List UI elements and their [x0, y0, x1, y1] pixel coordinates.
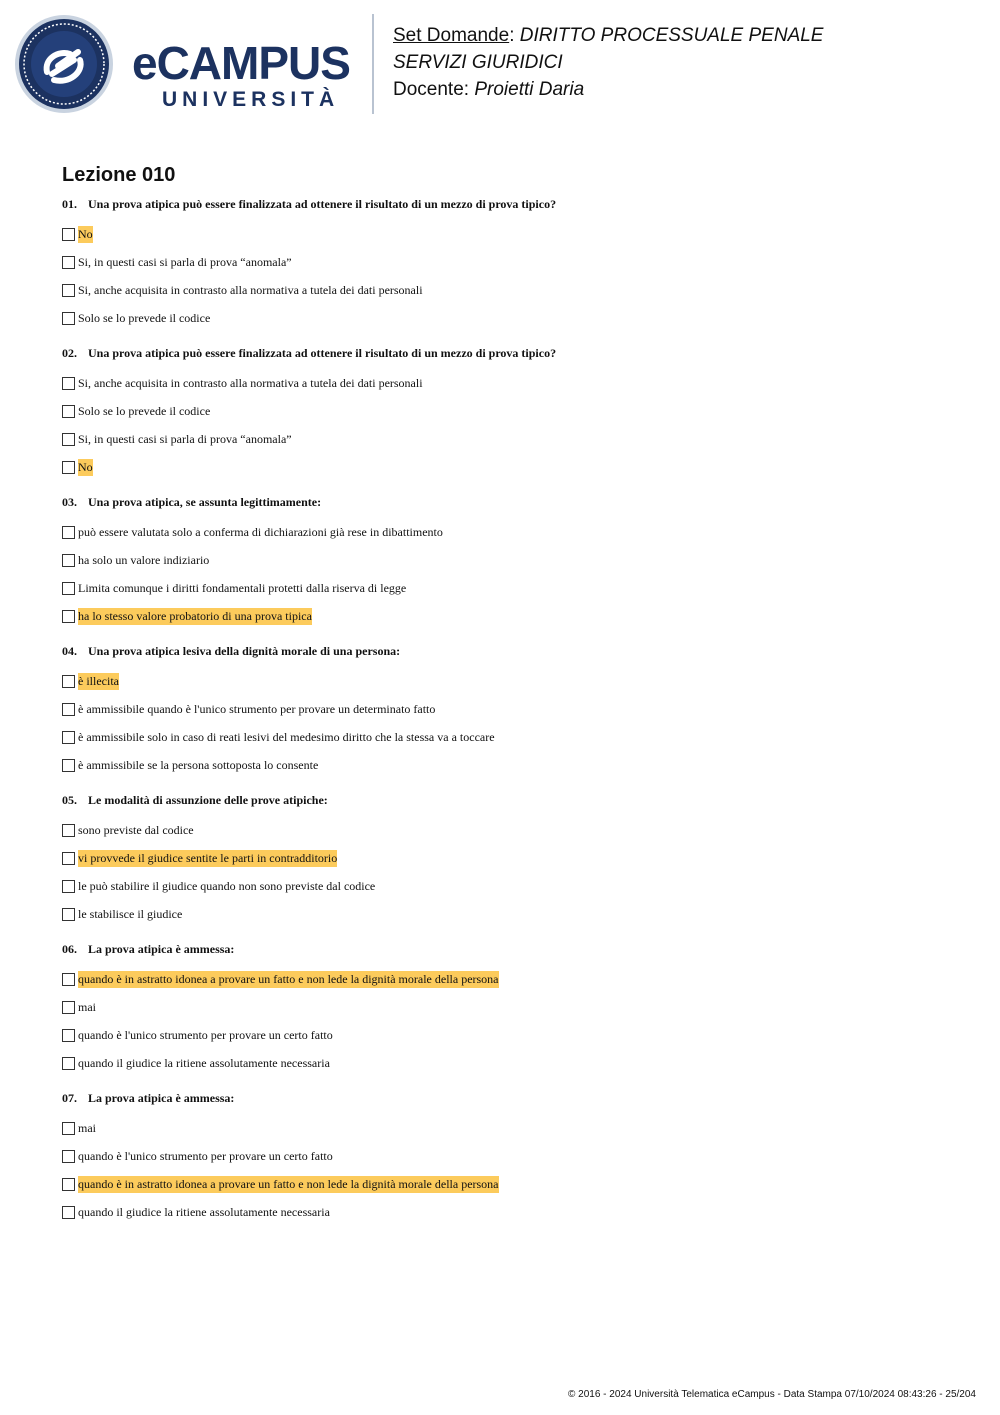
answer-label: mai — [78, 1120, 96, 1135]
question-text — [62, 941, 942, 957]
answer-option[interactable] — [62, 574, 942, 602]
answer-option[interactable] — [62, 1142, 942, 1170]
question-label: Una prova atipica lesiva della dignità morale di una persona: — [88, 644, 401, 658]
answer-option[interactable] — [62, 751, 942, 779]
answer-label: quando il giudice la ritiene assolutamente necessaria — [78, 1204, 330, 1219]
question-text — [62, 1090, 942, 1106]
question-label: Una prova atipica, se assunta legittimamente: — [88, 495, 322, 509]
answer-checkbox[interactable] — [62, 824, 75, 837]
answer-option[interactable] — [62, 1021, 942, 1049]
answer-option-correct[interactable] — [62, 1170, 942, 1198]
set-title: DIRITTO PROCESSUALE PENALE — [519, 25, 824, 46]
answer-label: quando il giudice la ritiene assolutamente necessaria — [78, 1055, 330, 1070]
answer-option[interactable] — [62, 872, 942, 900]
answer-option-correct[interactable] — [62, 602, 942, 630]
question-number: 02. — [62, 346, 77, 360]
ecampus-seal-logo — [14, 14, 114, 114]
answer-option[interactable] — [62, 397, 942, 425]
answer-label: No — [78, 459, 93, 474]
answer-option[interactable] — [62, 1114, 942, 1142]
question-list — [62, 196, 942, 1226]
answer-label: quando è in astratto idonea a provare un fatto e non lede la dignità morale della persona — [78, 971, 499, 986]
answer-checkbox[interactable] — [62, 1206, 75, 1219]
answer-checkbox[interactable] — [62, 433, 75, 446]
set-title-line: Set Domande: DIRITTO PROCESSUALE PENALE — [393, 25, 824, 46]
answer-checkbox[interactable] — [62, 908, 75, 921]
answer-option-correct[interactable] — [62, 965, 942, 993]
answer-checkbox[interactable] — [62, 377, 75, 390]
answer-checkbox[interactable] — [62, 1057, 75, 1070]
question — [62, 196, 942, 332]
answer-option[interactable] — [62, 816, 942, 844]
answer-checkbox[interactable] — [62, 610, 75, 623]
answer-option-correct[interactable] — [62, 667, 942, 695]
answer-option-correct[interactable] — [62, 453, 942, 481]
answer-label: è ammissibile se la persona sottoposta lo consente — [78, 757, 319, 772]
question-label: Una prova atipica può essere finalizzata ad ottenere il risultato di un mezzo di prova tipico? — [88, 346, 557, 360]
answer-option-correct[interactable] — [62, 844, 942, 872]
question-text — [62, 494, 942, 510]
answer-label: No — [78, 226, 93, 241]
answer-option[interactable] — [62, 900, 942, 928]
answer-label: Si, anche acquisita in contrasto alla normativa a tutela dei dati personali — [78, 375, 423, 390]
answer-checkbox[interactable] — [62, 759, 75, 772]
ecampus-wordmark — [132, 37, 357, 112]
question — [62, 494, 942, 630]
answer-label: può essere valutata solo a conferma di dichiarazioni già rese in dibattimento — [78, 524, 443, 539]
question — [62, 345, 942, 481]
question-number: 05. — [62, 793, 77, 807]
answer-checkbox[interactable] — [62, 703, 75, 716]
question-number: 07. — [62, 1091, 77, 1105]
answer-checkbox[interactable] — [62, 731, 75, 744]
answer-label: Solo se lo prevede il codice — [78, 403, 211, 418]
question — [62, 941, 942, 1077]
answer-option[interactable] — [62, 1198, 942, 1226]
answer-label: Si, in questi casi si parla di prova “anomala” — [78, 431, 292, 446]
answer-option[interactable] — [62, 993, 942, 1021]
answer-checkbox[interactable] — [62, 256, 75, 269]
answer-checkbox[interactable] — [62, 284, 75, 297]
answer-label: le stabilisce il giudice — [78, 906, 183, 921]
question-label: Una prova atipica può essere finalizzata ad ottenere il risultato di un mezzo di prova tipico? — [88, 197, 557, 211]
answer-checkbox[interactable] — [62, 1150, 75, 1163]
answer-checkbox[interactable] — [62, 1029, 75, 1042]
set-subtitle: SERVIZI GIURIDICI — [393, 52, 563, 73]
answer-label: è ammissibile solo in caso di reati lesivi del medesimo diritto che la stessa va a toccare — [78, 729, 495, 744]
answer-checkbox[interactable] — [62, 312, 75, 325]
answer-label: le può stabilire il giudice quando non sono previste dal codice — [78, 878, 376, 893]
question-label: La prova atipica è ammessa: — [88, 942, 235, 956]
question — [62, 1090, 942, 1226]
header-divider — [372, 14, 374, 114]
answer-label: Limita comunque i diritti fondamentali protetti dalla riserva di legge — [78, 580, 407, 595]
answer-option[interactable] — [62, 369, 942, 397]
question-text — [62, 643, 942, 659]
answer-checkbox[interactable] — [62, 1178, 75, 1191]
brand-name: eCAMPUS — [132, 37, 350, 89]
page-header — [0, 0, 1000, 130]
answer-label: Si, anche acquisita in contrasto alla normativa a tutela dei dati personali — [78, 282, 423, 297]
set-label: Set Domande — [393, 25, 510, 46]
answer-checkbox[interactable] — [62, 554, 75, 567]
answer-checkbox[interactable] — [62, 228, 75, 241]
page-footer: © 2016 - 2024 Università Telematica eCampus - Data Stampa 07/10/2024 08:43:26 - 25/204 — [568, 1389, 976, 1400]
answer-checkbox[interactable] — [62, 1001, 75, 1014]
answer-option[interactable] — [62, 248, 942, 276]
question-label: La prova atipica è ammessa: — [88, 1091, 235, 1105]
answer-label: vi provvede il giudice sentite le parti in contradditorio — [78, 850, 338, 865]
answer-checkbox[interactable] — [62, 675, 75, 688]
question — [62, 792, 942, 928]
brand-subtitle: UNIVERSITÀ — [162, 88, 340, 111]
answer-label: Si, in questi casi si parla di prova “anomala” — [78, 254, 292, 269]
question-number: 01. — [62, 197, 77, 211]
lesson-content — [62, 162, 942, 1239]
answer-checkbox[interactable] — [62, 405, 75, 418]
answer-checkbox[interactable] — [62, 526, 75, 539]
teacher-line: Docente: Proietti Daria — [393, 79, 585, 100]
answer-label: è illecita — [78, 673, 119, 688]
set-subtitle-line — [393, 49, 823, 76]
teacher-name: Proietti Daria — [474, 79, 585, 100]
answer-option[interactable] — [62, 518, 942, 546]
answer-label: quando è l'unico strumento per provare un certo fatto — [78, 1027, 333, 1042]
answer-option[interactable] — [62, 425, 942, 453]
question-number: 06. — [62, 942, 77, 956]
answer-option[interactable] — [62, 1049, 942, 1077]
question — [62, 643, 942, 779]
question-text — [62, 792, 942, 808]
answer-label: ha solo un valore indiziario — [78, 552, 210, 567]
answer-option[interactable] — [62, 695, 942, 723]
answer-option-correct[interactable] — [62, 220, 942, 248]
answer-label: quando è l'unico strumento per provare un certo fatto — [78, 1148, 333, 1163]
set-info — [393, 22, 823, 103]
answer-checkbox[interactable] — [62, 880, 75, 893]
question-text — [62, 345, 942, 361]
answer-label: quando è in astratto idonea a provare un fatto e non lede la dignità morale della persona — [78, 1176, 499, 1191]
question-number: 03. — [62, 495, 77, 509]
answer-label: è ammissibile quando è l'unico strumento per provare un determinato fatto — [78, 701, 436, 716]
answer-label: sono previste dal codice — [78, 822, 194, 837]
answer-option[interactable] — [62, 276, 942, 304]
question-number: 04. — [62, 644, 77, 658]
answer-label: mai — [78, 999, 96, 1014]
answer-checkbox[interactable] — [62, 1122, 75, 1135]
answer-option[interactable] — [62, 304, 942, 332]
answer-option[interactable] — [62, 546, 942, 574]
question-text — [62, 196, 942, 212]
answer-checkbox[interactable] — [62, 973, 75, 986]
question-label: Le modalità di assunzione delle prove atipiche: — [88, 793, 328, 807]
answer-checkbox[interactable] — [62, 461, 75, 474]
teacher-label: Docente — [393, 79, 464, 100]
answer-label: ha lo stesso valore probatorio di una prova tipica — [78, 608, 312, 623]
answer-label: Solo se lo prevede il codice — [78, 310, 211, 325]
lesson-title: Lezione 010 — [62, 164, 176, 186]
answer-checkbox[interactable] — [62, 852, 75, 865]
answer-checkbox[interactable] — [62, 582, 75, 595]
answer-option[interactable] — [62, 723, 942, 751]
